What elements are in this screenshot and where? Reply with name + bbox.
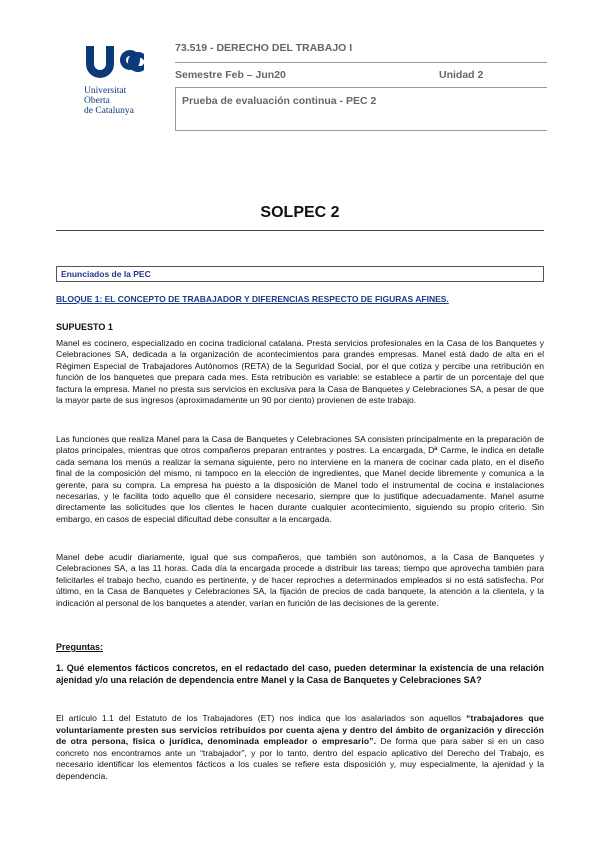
assessment-title: Prueba de evaluación continua - PEC 2 bbox=[182, 95, 377, 107]
case-title: SUPUESTO 1 bbox=[56, 322, 113, 332]
answer-quote: “trabajadores que voluntariamente presten sus servicios retribuidos por cuenta ajena y dentro del ámbito de organización y dirección de otra persona, física o jurídica, denominada empleador o empresario”. bbox=[56, 713, 544, 747]
questions-label: Preguntas: bbox=[56, 642, 104, 652]
answer-1 bbox=[56, 713, 544, 783]
case-paragraph-2: Las funciones que realiza Manel para la Casa de Banquetes y Celebraciones SA consisten principalmente en la preparación de platos principales, mientras que otros compañeros preparan entrantes y postres. La encargada, Dª Carme, le indica en detalle cada semana los menús a realizar la semana siguiente, pero no interviene en la manera de cocinar cada plato, en el diseño final de la composición del mismo, ni tampoco en la elección de ingredientes, que Manel decide libremente y comunica a la gerente, para su compra. La empresa ha puesto a la disposición de Manel todo el instrumental de cocina e instalaciones necesarias, y le facilita todo aquello que él considere necesario, siempre que lo justifique adecuadamente. Manel asume directamente las solicitudes que los clientes le hacen durante cualquier acontecimiento, siguiendo su propio criterio. Sin embargo, en casos de especial dificultad debe consultar a la encargada. bbox=[56, 434, 544, 524]
case-paragraph-3: Manel debe acudir diariamente, igual que sus compañeros, que también son autónomos, a la Casa de Banquetes y Celebraciones SA, a las 11 horas. Cada día la encargada procede a distribuir las tareas; tiempo que aprovecha también para felicitarles el trabajo hecho, cuando es pertinente, y de hacer reproches a determinados empleados si no está satisfecha. Por último, en la Casa de Banquetes y Celebraciones SA, la fijación de precios de cada banquete, la atención a la clientela, y la indicación al personal de los banquetes a atender, varían en función de las decisiones de la gerente. bbox=[56, 552, 544, 608]
semester-row bbox=[175, 69, 547, 81]
logo-line-3: de Catalunya bbox=[84, 106, 134, 116]
logo-line-1: Universitat bbox=[84, 86, 127, 96]
uoc-logo bbox=[84, 40, 154, 116]
title-rule bbox=[56, 230, 544, 231]
course-code: 73.519 - DERECHO DEL TRABAJO I bbox=[175, 42, 353, 54]
answer-intro: El artículo 1.1 del Estatuto de los Trabajadores (ET) nos indica que los asalariados son aquellos bbox=[56, 713, 462, 723]
document-title: SOLPEC 2 bbox=[260, 204, 340, 221]
header-divider bbox=[175, 62, 547, 63]
logo-u-shape bbox=[86, 46, 114, 78]
answer-rest: De forma que para saber si en un caso concreto nos encontramos ante un “trabajador”, y por lo tanto, dentro del espacio aplicativo del Derecho del Trabajo, es necesario identificar los elementos fácticos a los cuales se refiere esta disposición y, muy especialmente, la ajenidad y la dependencia. bbox=[56, 736, 544, 781]
case-paragraph-1: Manel es cocinero, especializado en cocina tradicional catalana. Presta servicios profesionales en la Casa de los Banquetes y Celebraciones SA, dedicada a la organización de acontecimientos para grandes empresas. Manel está dado de alta en el Régimen Especial de Trabajadores Autónomos (RETA) de la Seguridad Social, por el que cotiza y percibe una retribución en función de los banquetes que prepara cada mes. Esta retribución es variable: se establece a partir de un porcentaje del que factura la empresa. Manel no presta sus servicios en exclusiva para la Casa de Banquetes y Celebraciones SA, a pesar de que la mayor parte de sus ingresos (aproximadamente un 90 por ciento) provienen de este trabajo. bbox=[56, 338, 544, 406]
question-1: 1. Qué elementos fácticos concretos, en el redactado del caso, pueden determinar la existencia de una relación ajenidad y/o una relación de dependencia entre Manel y la Casa de Banquetes y Celebraciones SA? bbox=[56, 663, 544, 685]
block-title: BLOQUE 1: EL CONCEPTO DE TRABAJADOR Y DIFERENCIAS RESPECTO DE FIGURAS AFINES. bbox=[56, 294, 449, 304]
uoc-logo-mark bbox=[84, 40, 148, 84]
assessment-box bbox=[175, 87, 547, 131]
logo-line-2: Oberta bbox=[84, 96, 110, 106]
section-label: Enunciados de la PEC bbox=[61, 269, 151, 279]
semester: Semestre Feb – Jun20 bbox=[175, 69, 286, 81]
section-box bbox=[56, 266, 544, 282]
unit: Unidad 2 bbox=[439, 69, 484, 81]
